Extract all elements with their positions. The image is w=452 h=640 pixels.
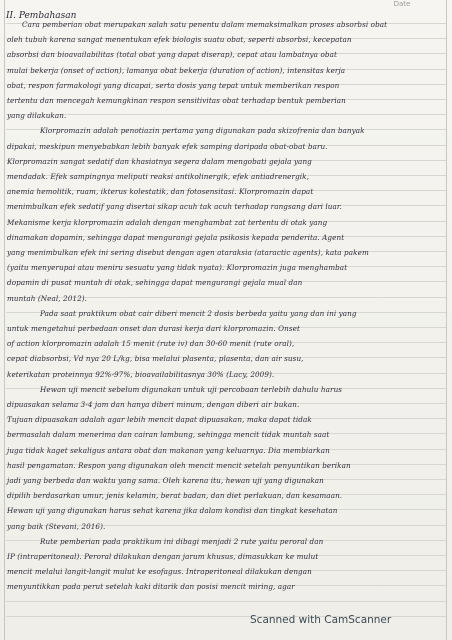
text-line: cepat diabsorbsi, Vd nya 20 L/kg, bisa melalui plasenta, plasenta, dan air susu, xyxy=(7,354,304,364)
text-line: Klorpromazin adalah penotiazin pertama yang digunakan pada skizofrenia dan banyak xyxy=(40,126,365,136)
date-field-label: Date xyxy=(393,0,411,8)
text-line: tertentu dan mencegah kemungkinan respon sensitivitas obat terhadap bentuk pemberian xyxy=(7,96,346,105)
text-line: dipuasakan selama 3-4 jam dan hanya diberi minum, dengan diberi air bukan. xyxy=(7,400,300,409)
text-line: yang baik (Stevani, 2016). xyxy=(7,521,106,531)
left-margin-line xyxy=(4,0,5,640)
text-line: dinamakan dopamin, sehingga dapat mengurangi gejala psikosis kepada penderita. Agent xyxy=(7,232,345,242)
text-line: menyuntikkan pada perut setelah kaki ditarik dan posisi mencit miring, agar xyxy=(7,582,295,592)
text-line: dopamin di pusat muntah di otak, sehingga dapat mengurangi gejala mual dan xyxy=(7,278,303,288)
text-line: muntah (Neal, 2012). xyxy=(7,293,88,303)
text-line: Cara pemberian obat merupakan salah satu penentu dalam memaksimalkan proses absorbsi obat xyxy=(22,20,388,29)
scanner-watermark: Scanned with CamScanner xyxy=(250,614,392,626)
text-line: mendadak. Efek sampingnya meliputi reaksi antikolinergik, efek antiadrenergik, xyxy=(7,172,310,181)
text-line: Klorpromazin sangat sedatif dan khasiatnya segera dalam mengobati gejala yang xyxy=(7,156,312,166)
text-line: (yaitu menyerupai atau meniru sesuatu yang tidak nyata). Klorpromazin juga menghambat xyxy=(7,263,348,273)
section-heading: II. Pembahasan xyxy=(6,11,77,21)
text-line: oleh tubuh karena sangat menentukan efek biologis suatu obat, seperti absorbsi, kecepatan xyxy=(7,35,352,45)
text-line: Hewan uji mencit sebelum digunakan untuk uji percobaan terlebih dahulu harus xyxy=(40,384,343,394)
text-line: untuk mengetahui perbedaan onset dan durasi kerja dari klorpromazin. Onset xyxy=(7,324,300,333)
text-line: obat, respon farmakologi yang dicapai, serta dosis yang tepat untuk memberikan respon xyxy=(7,80,340,90)
text-line: yang dilakukan. xyxy=(7,111,67,121)
text-line: hasil pengamatan. Respon yang digunakan oleh mencit mencit setelah penyuntikan berikan xyxy=(7,460,351,470)
ruled-line xyxy=(6,114,446,115)
text-line: absorbsi dan bioavailabilitas (total obat yang dapat diserap), cepat atau lambatnya obat xyxy=(7,50,337,60)
text-line: Mekanisme kerja klorpromazin adalah dengan menghambat zat tertentu di otak yang xyxy=(7,217,328,227)
text-line: mencit melalui langit-langit mulut ke esofagus. Intraperitoneal dilakukan dengan xyxy=(7,567,312,577)
text-line: Rute pemberian pada praktikum ini dibagi menjadi 2 rute yaitu peroral dan xyxy=(40,536,324,546)
text-line: Tujuan dipuasakan adalah agar lebih mencit dapat dipuasakan, maka dapat tidak xyxy=(7,415,312,425)
text-line: mulai bekerja (onset of action), lamanya obat bekerja (duration of action), intensitas kerja xyxy=(7,65,346,75)
right-margin-line xyxy=(446,0,447,640)
text-line: menimbulkan efek sedatif yang disertai sikap acuh tak acuh terhadap rangsang dari luar. xyxy=(7,202,343,212)
text-line: dipilih berdasarkan umur, jenis kelamin, berat badan, dan diet perlakuan, dan kesamaan. xyxy=(7,491,343,501)
text-line: bermasalah dalam menerima dan cairan lambung, sehingga mencit tidak muntah saat xyxy=(7,430,330,440)
text-line: keterikatan proteinnya 92%-97%, bioavailabilitasnya 30% (Lacy, 2009). xyxy=(7,369,275,379)
text-line: of action klorpromazin adalah 15 menit (rute iv) dan 30-60 menit (rute oral), xyxy=(7,339,295,349)
text-line: juga tidak kaget sekaligus antara obat dan makanan yang keluarnya. Dia membiarkan xyxy=(7,445,330,455)
text-line: anemia hemolitik, ruam, ikterus kolestatik, dan fotosensitasi. Klorpromazin dapat xyxy=(7,187,314,197)
ruled-line xyxy=(6,601,446,602)
text-line: yang menimbulkan efek ini sering disebut dengan agen ataraksia (ataractic agents), kata pakem xyxy=(7,248,369,257)
text-line: dipakai, meskipun menyebabkan lebih banyak efek samping daripada obat-obat baru. xyxy=(7,141,328,151)
text-line: Hewan uji yang digunakan harus sehat karena jika dalam kondisi dan tingkat kesehatan xyxy=(7,506,338,516)
text-line: jadi yang berbeda dan waktu yang sama. Oleh karena itu, hewan uji yang digunakan xyxy=(7,476,324,485)
text-line: IP (intraperitoneal). Peroral dilakukan dengan jarum khusus, dimasukkan ke mulut xyxy=(7,552,319,561)
text-line: Pada saat praktikum obat cair diberi mencit 2 dosis berbeda yaitu yang dan ini yang xyxy=(40,308,357,318)
